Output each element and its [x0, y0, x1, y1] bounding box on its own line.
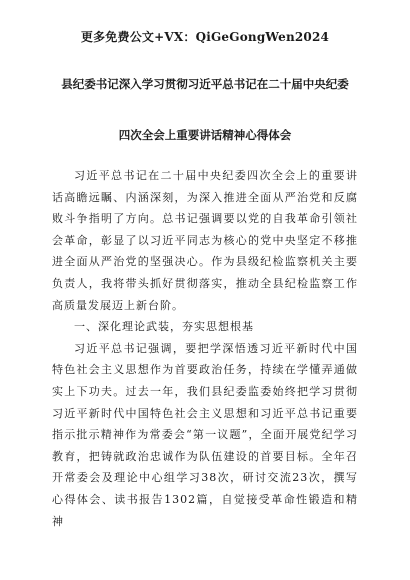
header-note: 更多免费公文+VX：QiGeGongWen2024: [80, 30, 330, 44]
section-heading: 一、深化理论武装，夯实思想根基: [74, 320, 254, 334]
document-title-line-2: 四次全会上重要讲话精神心得体会: [118, 128, 292, 142]
document-title-line-1: 县纪委书记深入学习贯彻习近平总书记在二十届中央纪委: [61, 77, 349, 91]
paragraph: 习近平总书记在二十届中央纪委四次全会上的重要讲话高瞻远瞩、内涵深刻，为深入推进全面从严治党和反腐败斗争指明了方向。总书记强调要以党的自我革命引领社会革命，彰显了以习近平同志为核心的党中央坚定不移推进全面从严治党的坚强决心。作为县级纪检监察机关主要负责人，我将带头抓好贯彻落实，推动全县纪检监察工作高质量发展迈上新台阶。: [52, 169, 358, 312]
document-body: [52, 165, 358, 532]
paragraph: 习近平总书记强调，要把学深悟透习近平新时代中国特色社会主义思想作为首要政治任务，持续在学懂弄通做实上下功夫。过去一年，我们县纪委监委始终把学习贯彻习近平新时代中国特色社会主义思想和习近平总书记重要指示批示精神作为常委会“第一议题”，全面开展党纪学习教育，把铸就政治忠诚作为队伍建设的首要目标。全年召开常委会及理论中心组学习38次，研讨交流23次，撰写心得体会、读书报告1302篇，自觉接受革命性锻造和精神: [52, 341, 358, 528]
